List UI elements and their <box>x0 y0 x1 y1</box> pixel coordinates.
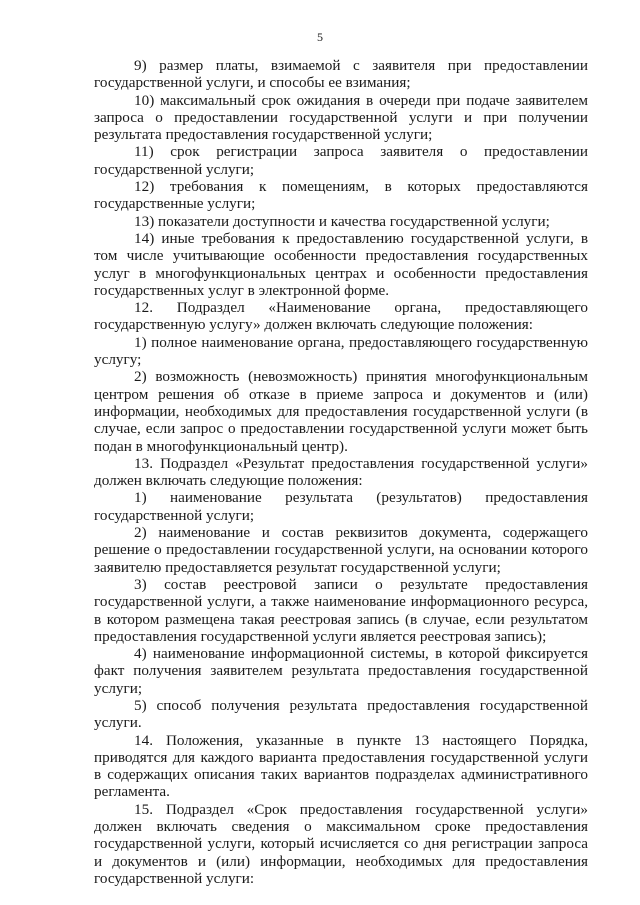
paragraph-section-15: 15. Подраздел «Срок предоставления государственной услуги» должен включать сведения о максимальном сроке предоставления государственной услуги, который исчисляется со дня регистрации запроса и документов и (или) информации, необходимых для предоставления государственной услуги: <box>94 800 588 887</box>
paragraph-item-13: 13) показатели доступности и качества государственной услуги; <box>134 212 550 230</box>
paragraph-item-10: 10) максимальный срок ожидания в очереди при подаче заявителем запроса о предоставлении государственной услуги и при получении результата предоставления государственной услуги; <box>94 91 588 144</box>
document-body <box>94 57 588 887</box>
paragraph-section-13-item-5: 5) способ получения результата предоставления государственной услуги. <box>94 696 588 732</box>
paragraph-item-12: 12) требования к помещениям, в которых предоставляются государственные услуги; <box>94 178 588 213</box>
paragraph-item-11: 11) срок регистрации запроса заявителя о предоставлении государственной услуги; <box>94 143 588 178</box>
paragraph-item-9: 9) размер платы, взимаемой с заявителя при предоставлении государственной услуги, и способы ее взимания; <box>94 57 588 92</box>
paragraph-section-12: 12. Подраздел «Наименование органа, предоставляющего государственную услугу» должен включать следующие положения: <box>94 299 588 334</box>
paragraph-section-13-item-4: 4) наименование информационной системы, в которой фиксируется факт получения заявителем результата предоставления государственной услуги; <box>94 645 588 697</box>
paragraph-section-12-item-1: 1) полное наименование органа, предоставляющего государственную услугу; <box>94 333 588 369</box>
paragraph-section-13-item-2: 2) наименование и состав реквизитов документа, содержащего решение о предоставлении государственной услуги, на основании которого заявителю предоставляется результат государственной услуги; <box>94 524 588 576</box>
paragraph-section-12-item-2: 2) возможность (невозможность) принятия многофункциональным центром решения об отказе в приеме запроса и документов и (или) информации, необходимых для предоставления государственной услуги (в случае, если запрос о предоставлении государственной услуги может быть подан в многофункциональный центр). <box>94 368 588 455</box>
paragraph-section-13-item-3: 3) состав реестровой записи о результате предоставления государственной услуги, а также наименование информационного ресурса, в котором размещена такая реестровая запись (в случае, если результатом предоставления государственной услуги является реестровая запись); <box>94 575 588 645</box>
page-number: 5 <box>317 30 323 44</box>
paragraph-item-14: 14) иные требования к предоставлению государственной услуги, в том числе учитывающие особенности предоставления государственных услуг в многофункциональных центрах и особенности предоставления государственных услуг в электронной форме. <box>94 229 588 299</box>
paragraph-section-13-item-1: 1) наименование результата (результатов) предоставления государственной услуги; <box>94 489 588 524</box>
paragraph-section-13: 13. Подраздел «Результат предоставления государственной услуги» должен включать следующие положения: <box>94 454 588 490</box>
paragraph-section-14: 14. Положения, указанные в пункте 13 настоящего Порядка, приводятся для каждого варианта предоставления государственной услуги в содержащих описания таких вариантов подразделах административного регламента. <box>94 731 588 801</box>
